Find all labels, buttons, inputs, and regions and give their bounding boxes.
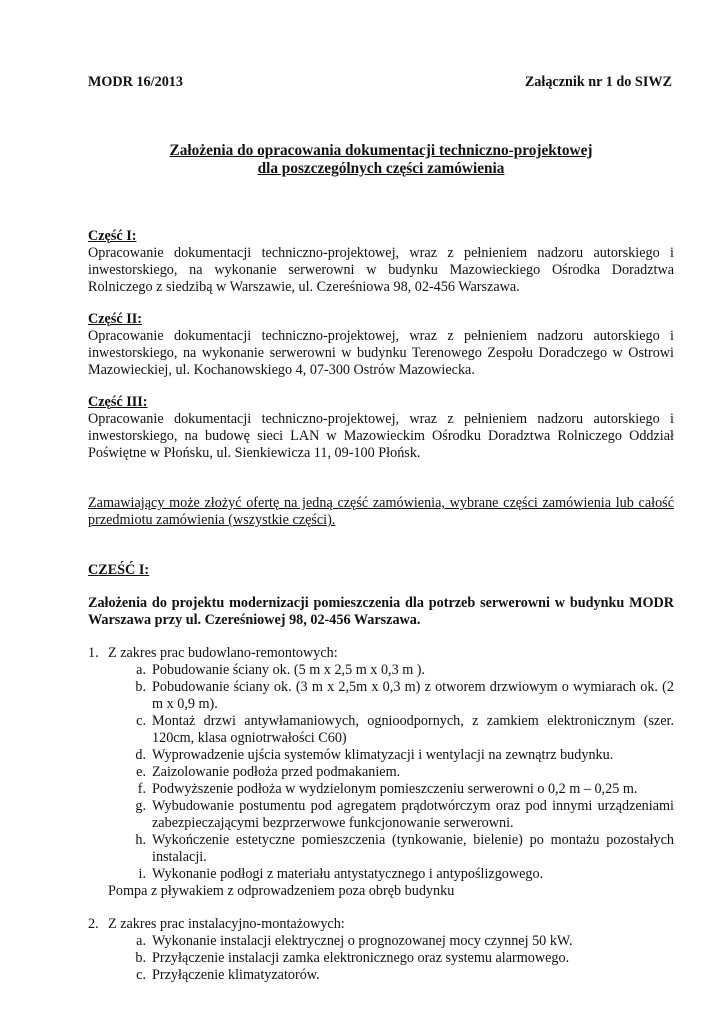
- item-text: Zaizolowanie podłoża przed podmakaniem.: [152, 764, 401, 780]
- part-description: Opracowanie dokumentacji techniczno-projektowej, wraz z pełnieniem nadzoru autorskiego i inwestorskiego, na wykonanie serwerowni w budynku Mazowieckiego Ośrodka Doradztwa Rolniczego z siedzibą w Warszawie, ul. Czereśniowa 98, 02-456 Warszawa.: [88, 245, 674, 295]
- item-letter: c.: [136, 713, 146, 729]
- item-text: Wybudowanie postumentu pod agregatem prądotwórczym oraz pod innymi urządzeniami zabezpieczającymi bezprzerwowe funkcjonowanie serwerowni.: [152, 798, 674, 831]
- task-list: [88, 933, 674, 984]
- document-title: [88, 142, 674, 178]
- list-item: [88, 662, 674, 679]
- group-title-row: [88, 916, 674, 933]
- item-letter: c.: [136, 967, 146, 983]
- list-item: [88, 967, 674, 984]
- part-3: [88, 394, 674, 462]
- group-title: Z zakres prac budowlano-remontowych:: [108, 645, 338, 661]
- item-letter: h.: [135, 832, 146, 848]
- part-label: Część III:: [88, 394, 148, 410]
- list-item: [88, 713, 674, 747]
- item-text: Montaż drzwi antywłamaniowych, ognioodpornych, z zamkiem elektronicznym (szer. 120cm, klasa ogniotrwałości C60): [152, 713, 674, 746]
- group-title-row: [88, 645, 674, 662]
- item-text: Wyprowadzenie ujścia systemów klimatyzacji i wentylacji na zewnątrz budynku.: [152, 747, 614, 763]
- item-letter: f.: [137, 781, 146, 797]
- group-title: Z zakres prac instalacyjno-montażowych:: [108, 916, 345, 932]
- part-description: Opracowanie dokumentacji techniczno-projektowej, wraz z pełnieniem nadzoru autorskiego i inwestorskiego, na wykonanie serwerowni w budynku Terenowego Zespołu Doradczego w Ostrowi Mazowieckiej, ul. Kochanowskiego 4, 07-300 Ostrów Mazowiecka.: [88, 328, 674, 378]
- parts-list: [88, 228, 674, 462]
- item-text: Podwyższenie podłoża w wydzielonym pomieszczeniu serwerowni o 0,2 m – 0,25 m.: [152, 781, 638, 797]
- list-item: [88, 866, 674, 883]
- ordering-note: Zamawiający może złożyć ofertę na jedną część zamówienia, wybrane części zamówienia lub całość przedmiotu zamówienia (wszystkie części).: [88, 495, 674, 528]
- document-reference: MODR 16/2013: [88, 74, 183, 90]
- page-header: [88, 74, 672, 91]
- item-text: Przyłączenie instalacji zamka elektronicznego oraz systemu alarmowego.: [152, 950, 570, 966]
- part-description: Opracowanie dokumentacji techniczno-projektowej, wraz z pełnieniem nadzoru autorskiego i inwestorskiego, na budowę sieci LAN w Mazowieckim Ośrodku Doradztwa Rolniczego Oddział Poświętne w Płońsku, ul. Sienkiewicza 11, 09-100 Płońsk.: [88, 411, 674, 461]
- part-2: [88, 311, 674, 379]
- item-text: Pobudowanie ściany ok. (3 m x 2,5m x 0,3 m) z otworem drzwiowym o wymiarach ok. (2 m x 0,9 m).: [152, 679, 674, 712]
- item-text: Pobudowanie ściany ok. (5 m x 2,5 m x 0,3 m ).: [152, 662, 426, 678]
- item-letter: a.: [136, 662, 146, 678]
- part-1: [88, 228, 674, 296]
- list-item: [88, 764, 674, 781]
- task-list: [88, 662, 674, 883]
- item-text: Wykończenie estetyczne pomieszczenia (tynkowanie, bielenie) po montażu pozostałych instalacji.: [152, 832, 674, 865]
- item-letter: b.: [135, 950, 146, 966]
- scope-group-1: [88, 645, 674, 900]
- item-text: Wykonanie podłogi z materiału antystatycznego i antypoślizgowego.: [152, 866, 544, 882]
- list-item: [88, 832, 674, 866]
- attachment-label: Załącznik nr 1 do SIWZ: [524, 74, 672, 90]
- item-letter: i.: [138, 866, 146, 882]
- part-label: Część II:: [88, 311, 142, 327]
- title-line-1: Założenia do opracowania dokumentacji techniczno-projektowej: [169, 142, 593, 159]
- group-number: 1.: [88, 645, 99, 661]
- item-text: Wykonanie instalacji elektrycznej o prognozowanej mocy czynnej 50 kW.: [152, 933, 573, 949]
- group-extra-note: Pompa z pływakiem z odprowadzeniem poza obręb budynku: [108, 883, 455, 899]
- section-subtitle: Założenia do projektu modernizacji pomieszczenia dla potrzeb serwerowni w budynku MODR Warszawa przy ul. Czereśniowej 98, 02-456 Warszawa.: [88, 595, 674, 628]
- item-letter: b.: [135, 679, 146, 695]
- item-letter: e.: [136, 764, 146, 780]
- item-letter: d.: [135, 747, 146, 763]
- scope-group-2: [88, 916, 674, 984]
- list-item: [88, 950, 674, 967]
- list-item: [88, 933, 674, 950]
- item-letter: g.: [135, 798, 146, 814]
- section-heading: CZEŚĆ I:: [88, 562, 150, 578]
- list-item: [88, 747, 674, 764]
- part-label: Część I:: [88, 228, 137, 244]
- list-item: [88, 781, 674, 798]
- group-number: 2.: [88, 916, 99, 932]
- list-item: [88, 679, 674, 713]
- title-line-2: dla poszczególnych części zamówienia: [257, 160, 505, 177]
- item-letter: a.: [136, 933, 146, 949]
- item-text: Przyłączenie klimatyzatorów.: [152, 967, 320, 983]
- list-item: [88, 798, 674, 832]
